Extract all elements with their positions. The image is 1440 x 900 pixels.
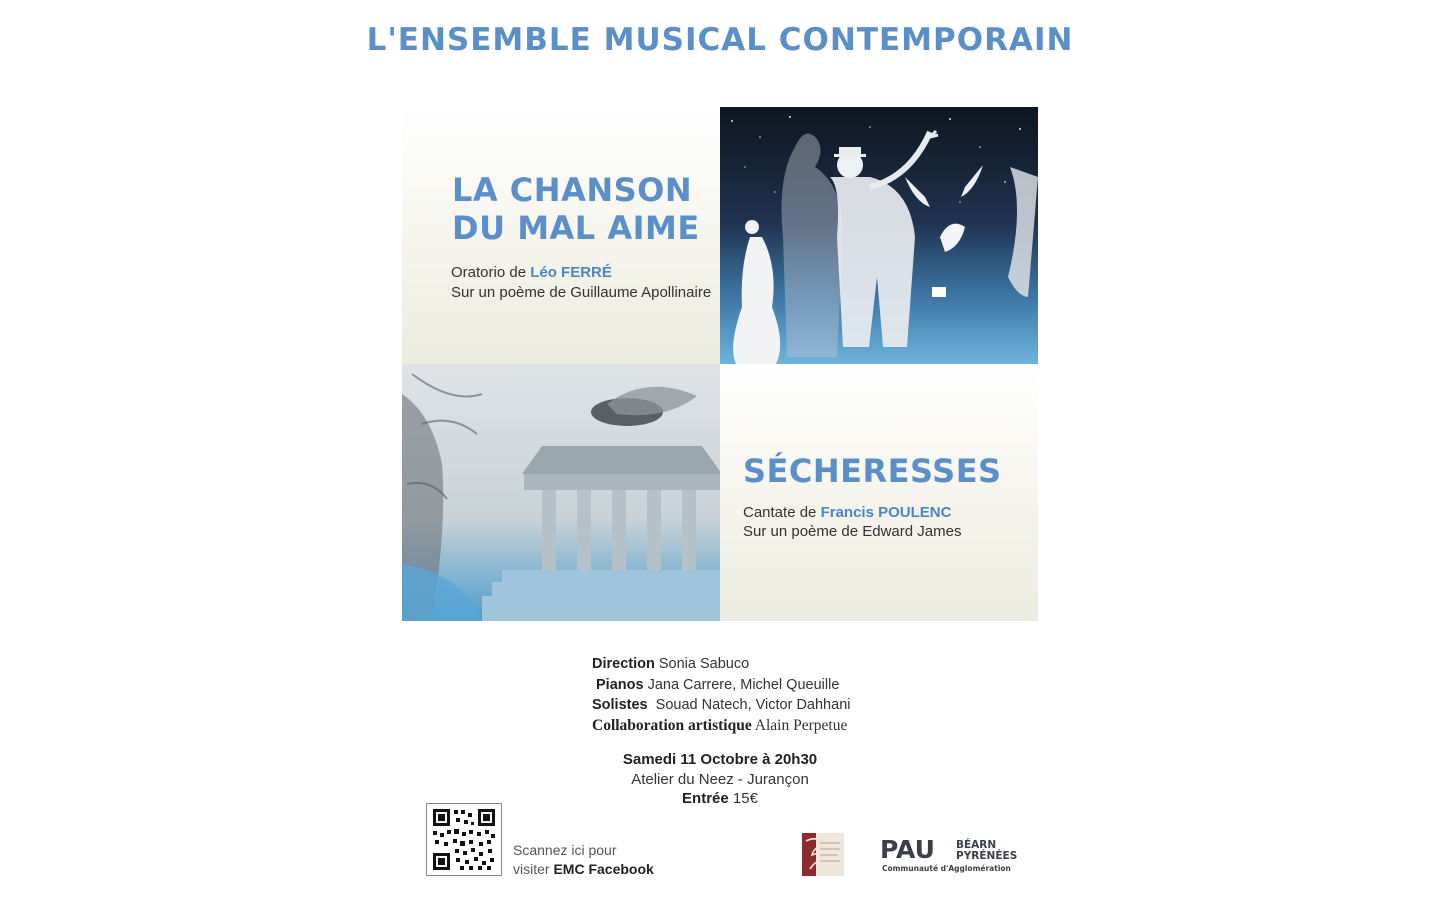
scan-line1: Scannez ici pour	[513, 842, 617, 858]
winter-temple-illustration	[402, 364, 720, 621]
emc-logo-icon	[802, 833, 844, 876]
credit-solistes	[592, 695, 850, 716]
work-2-title: SÉCHERESSES	[743, 452, 1002, 490]
work-2-poem: Sur un poème de Edward James	[743, 523, 962, 540]
credit-solistes-label: Solistes	[592, 697, 648, 713]
event-date: Samedi 11 Octobre à 20h30	[622, 751, 818, 768]
credit-pianos-value: Jana Carrere, Michel Queuille	[647, 676, 840, 693]
credit-collaboration-label: Collaboration artistique	[592, 716, 752, 734]
work-1-composer: Léo FERRÉ	[530, 264, 612, 281]
illustration-figures-image	[720, 107, 1038, 364]
credit-direction	[592, 654, 850, 675]
credit-collaboration	[592, 716, 850, 737]
event-price	[0, 790, 1440, 807]
scan-caption	[513, 841, 654, 879]
temple-cicada-image	[402, 364, 720, 621]
event-price-value: 15€	[732, 790, 758, 807]
work-1-poem: Sur un poème de Guillaume Apollinaire	[451, 284, 712, 301]
credits-block	[592, 654, 850, 736]
credit-pianos	[592, 675, 850, 696]
work-2-composer-line	[743, 504, 951, 521]
pau-logo-bearn: BÉARN	[956, 839, 997, 851]
credit-pianos-label: Pianos	[596, 676, 644, 693]
qr-code-icon	[427, 804, 501, 875]
credit-solistes-value: Souad Natech, Victor Dahhani	[655, 697, 851, 713]
credit-direction-value: Sonia Sabuco	[658, 656, 750, 672]
work-1-panel	[402, 107, 720, 364]
scan-target[interactable]: EMC Facebook	[553, 861, 654, 877]
work-1-composer-line	[451, 264, 612, 281]
work-1-title	[452, 171, 700, 247]
work-2-composer: Francis POULENC	[820, 504, 952, 521]
credit-collaboration-value: Alain Perpetue	[754, 716, 848, 734]
work-1-title-line2: DU MAL AIME	[452, 209, 700, 247]
pau-logo-wordmark: PAU	[880, 835, 935, 864]
work-2-type: Cantate de	[743, 504, 817, 521]
page-title: L'ENSEMBLE MUSICAL CONTEMPORAIN	[366, 22, 1074, 58]
night-illustration	[720, 107, 1038, 364]
pau-bearn-pyrenees-logo	[880, 836, 1020, 876]
work-1-title-line1: LA CHANSON	[452, 171, 693, 209]
qr-code[interactable]	[426, 803, 502, 876]
work-2-panel	[720, 364, 1038, 621]
scan-line2	[513, 860, 654, 879]
work-1-type: Oratorio de	[451, 264, 527, 281]
event-venue: Atelier du Neez - Jurançon	[631, 771, 809, 788]
event-price-label: Entrée	[682, 790, 729, 807]
scan-prefix: visiter	[513, 861, 550, 877]
pau-logo-pyrenees: PYRÉNÉES	[956, 850, 1018, 862]
credit-direction-label: Direction	[592, 656, 655, 672]
pau-logo-subtitle: Communauté d'Agglomération	[882, 864, 1011, 873]
program-grid	[402, 107, 1038, 621]
emc-logo	[802, 833, 844, 876]
